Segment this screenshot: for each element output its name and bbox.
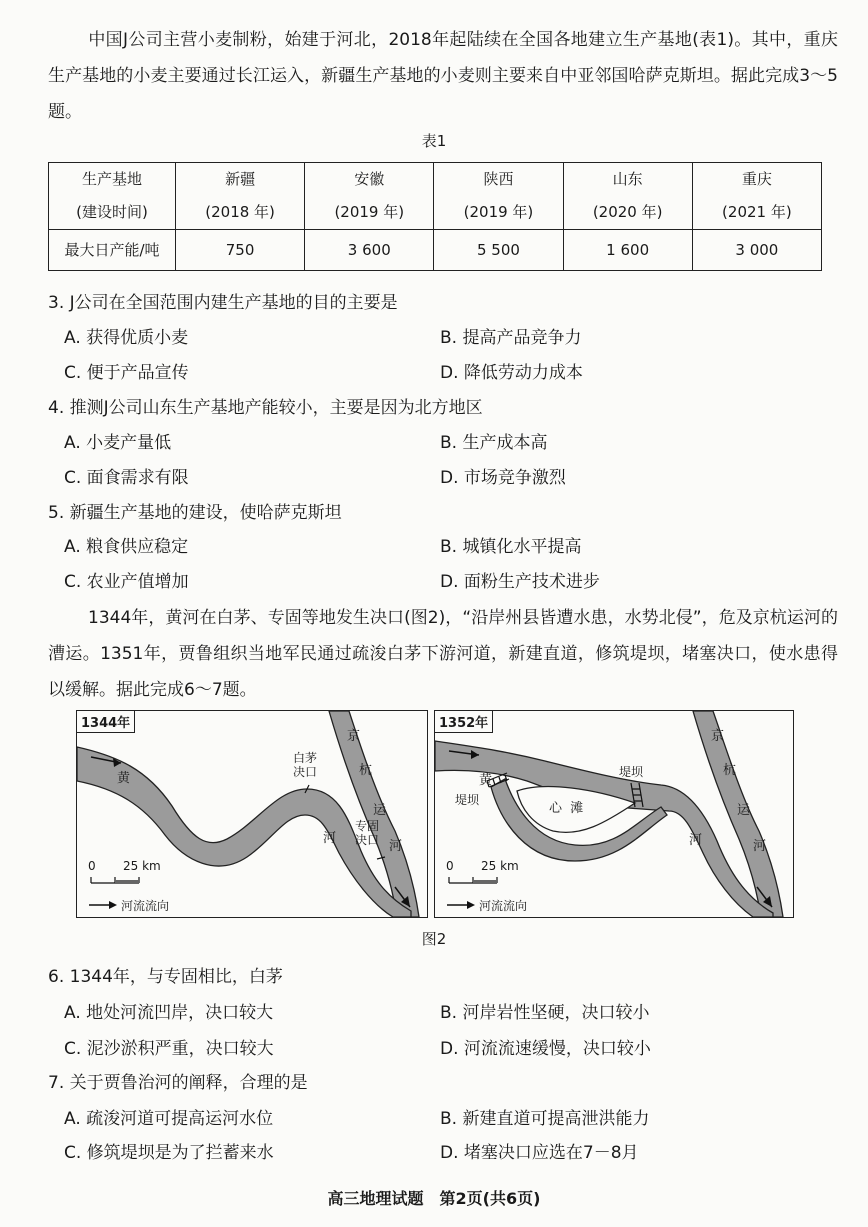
canal-label: 京: [711, 729, 725, 744]
question-4-stem: 4. 推测J公司山东生产基地产能较小，主要是因为北方地区: [48, 398, 483, 418]
dam-left-label: 堤坝: [455, 793, 480, 807]
question-6-stem: 6. 1344年，与专固相比，白茅: [48, 967, 283, 987]
question-5-stem: 5. 新疆生产基地的建设，使哈萨克斯坦: [48, 503, 342, 523]
header-label-2: (建设时间): [49, 196, 176, 230]
page-footer: 高三地理试题 第2页(共6页): [327, 1189, 541, 1208]
question-3-stem: 3. J公司在全国范围内建生产基地的目的主要是: [48, 293, 398, 313]
question-3-option-c[interactable]: C. 便于产品宣传: [64, 363, 189, 383]
table-col-name: 山东: [563, 163, 692, 197]
canal-label: 运: [373, 803, 387, 818]
scale-zero: 0: [446, 859, 454, 873]
legend-arrow-head: [467, 901, 475, 909]
scale-zero: 0: [88, 859, 96, 873]
question-6-option-b[interactable]: B. 河岸岩性坚硬，决口较小: [440, 1003, 650, 1023]
question-6-option-d[interactable]: D. 河流流速缓慢，决口较小: [440, 1039, 651, 1059]
table-caption: 表1: [421, 132, 447, 150]
table-col-name: 新疆: [176, 163, 305, 197]
question-5-option-c[interactable]: C. 农业产值增加: [64, 572, 189, 592]
intro-paragraph-1: 中国J公司主营小麦制粉，始建于河北，2018年起陆续在全国各地建立生产基地(表1)。其中，重庆生产基地的小麦主要通过长江运入，新疆生产基地的小麦则主要来自中亚邻国哈萨克斯坦。据此完成3～5题。: [48, 30, 838, 122]
question-4-option-c[interactable]: C. 面食需求有限: [64, 468, 189, 488]
table-capacity-cell: 750: [176, 230, 305, 271]
table-col-name: 安徽: [305, 163, 434, 197]
question-3-option-d[interactable]: D. 降低劳动力成本: [440, 363, 583, 383]
zhuangu-breach-text: 决口: [355, 833, 380, 847]
yellow-river-label: 黄: [479, 773, 493, 788]
question-7-stem: 7. 关于贾鲁治河的阐释，合理的是: [48, 1073, 308, 1093]
table-col-year: (2019 年): [434, 196, 563, 230]
legend-arrow-head: [109, 901, 117, 909]
canal-label: 运: [737, 803, 751, 818]
zhuangu-breach-label: [355, 819, 379, 847]
legend-label: 河流流向: [121, 899, 170, 913]
canal-label: 河: [389, 839, 403, 854]
map-1344: [76, 710, 428, 918]
question-4-option-a[interactable]: A. 小麦产量低: [64, 433, 172, 453]
canal-label: 杭: [723, 763, 737, 778]
table-col-year: (2018 年): [176, 196, 305, 230]
scale-label: 25 km: [481, 859, 519, 873]
baimao-breach-label: [293, 751, 317, 779]
intro-paragraph-2: 1344年，黄河在白茅、专固等地发生决口(图2)，“沿岸州县皆遭水患，水势北侵”，危及京杭运河的漕运。1351年，贾鲁组织当地军民通过疏浚白茅下游河道，新建直道，修筑堤坝，堵塞决口，使水患得以缓解。据此完成6～7题。: [48, 608, 838, 700]
table-col-year: (2020 年): [563, 196, 692, 230]
zhuangu-name: 专固: [355, 819, 380, 833]
question-4-option-b[interactable]: B. 生产成本高: [440, 433, 548, 453]
question-3-option-a[interactable]: A. 获得优质小麦: [64, 328, 189, 348]
question-7-option-a[interactable]: A. 疏浚河道可提高运河水位: [64, 1109, 274, 1129]
table-1: [48, 162, 822, 271]
question-7-option-c[interactable]: C. 修筑堤坝是为了拦蓄来水: [64, 1143, 274, 1163]
table-capacity-cell: 1 600: [563, 230, 692, 271]
question-4-option-d[interactable]: D. 市场竞争激烈: [440, 468, 566, 488]
scale-bar-fill: [473, 880, 497, 883]
table-capacity-cell: 3 600: [305, 230, 434, 271]
dam-right-label: 堤坝: [619, 765, 644, 779]
table-col-name: 陕西: [434, 163, 563, 197]
question-6-option-a[interactable]: A. 地处河流凹岸，决口较大: [64, 1003, 274, 1023]
header-label-1: 生产基地: [49, 163, 176, 197]
question-3-option-b[interactable]: B. 提高产品竞争力: [440, 328, 582, 348]
scale-bar-fill: [115, 880, 139, 883]
table-col-year: (2021 年): [692, 196, 821, 230]
question-7-option-d[interactable]: D. 堵塞决口应选在7－8月: [440, 1143, 639, 1163]
question-7-option-b[interactable]: B. 新建直道可提高泄洪能力: [440, 1109, 650, 1129]
question-5-option-a[interactable]: A. 粮食供应稳定: [64, 537, 189, 557]
scale-label: 25 km: [123, 859, 161, 873]
legend-label: 河流流向: [479, 899, 528, 913]
row-label: 最大日产能/吨: [49, 230, 176, 271]
yellow-river-label: 河: [323, 831, 337, 846]
map-year-label: 1352年: [435, 711, 493, 733]
yellow-river-label: 河: [689, 833, 703, 848]
table-capacity-cell: 3 000: [692, 230, 821, 271]
figure-caption: 图2: [421, 930, 447, 948]
yellow-river-label: 黄: [117, 771, 131, 786]
map-1352: [434, 710, 794, 918]
question-5-option-d[interactable]: D. 面粉生产技术进步: [440, 572, 600, 592]
question-6-option-c[interactable]: C. 泥沙淤积严重，决口较大: [64, 1039, 274, 1059]
canal-label: 杭: [359, 763, 373, 778]
question-5-option-b[interactable]: B. 城镇化水平提高: [440, 537, 582, 557]
baimao-name: 白茅: [293, 751, 318, 765]
table-col-year: (2019 年): [305, 196, 434, 230]
island-label: 心 滩: [549, 801, 584, 816]
table-capacity-cell: 5 500: [434, 230, 563, 271]
canal-label: 河: [753, 839, 767, 854]
table-col-name: 重庆: [692, 163, 821, 197]
canal-label: 京: [347, 729, 361, 744]
baimao-breach-text: 决口: [293, 765, 318, 779]
map-year-label: 1344年: [77, 711, 135, 733]
